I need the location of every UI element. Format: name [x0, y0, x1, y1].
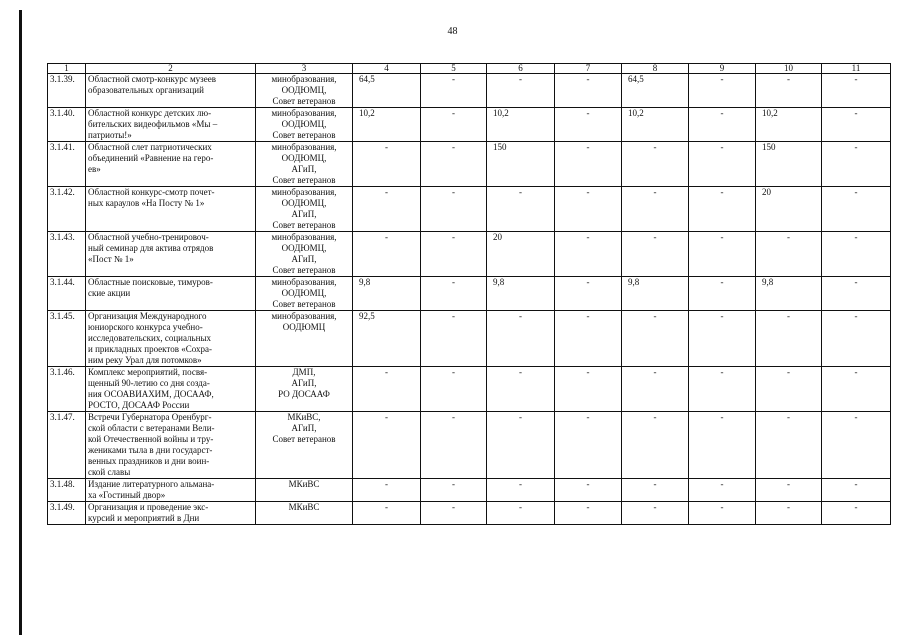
cell-line: бительских видеофильмов «Мы – [88, 119, 218, 129]
cell-line: Областной слет патриотических [88, 142, 212, 152]
value-cell: - [622, 311, 689, 367]
value-cell: - [555, 232, 622, 277]
value-cell: - [353, 479, 421, 502]
value-cell: 10,2 [487, 108, 555, 142]
value-cell: - [353, 367, 421, 412]
value-cell: - [756, 412, 822, 479]
item-number: 3.1.40. [48, 108, 86, 142]
cell-line: Организация и проведение экс- [88, 502, 209, 512]
value-cell: 64,5 [622, 74, 689, 108]
cell-line: Совет ветеранов [272, 265, 336, 275]
cell-line: Совет ветеранов [272, 96, 336, 106]
value-cell: - [689, 479, 756, 502]
value-cell: 9,8 [487, 277, 555, 311]
cell-line: ские акции [88, 288, 131, 298]
item-number: 3.1.41. [48, 142, 86, 187]
value-cell: - [555, 412, 622, 479]
left-margin-line [19, 10, 22, 635]
cell-line: Областной смотр-конкурс музеев [88, 74, 216, 84]
table-row [48, 502, 891, 525]
value-cell: - [822, 74, 891, 108]
value-cell: - [756, 232, 822, 277]
column-header: 1 [48, 64, 86, 74]
value-cell: 9,8 [622, 277, 689, 311]
column-header: 11 [822, 64, 891, 74]
value-cell: - [622, 142, 689, 187]
cell-line: ской славы [88, 467, 131, 477]
value-cell: - [822, 232, 891, 277]
value-cell: - [822, 412, 891, 479]
column-header: 6 [487, 64, 555, 74]
table-row [48, 412, 891, 479]
event-name [86, 367, 256, 412]
cell-line: минобразования, [271, 142, 337, 152]
value-cell: - [421, 232, 487, 277]
value-cell: - [689, 367, 756, 412]
item-number: 3.1.42. [48, 187, 86, 232]
responsible-organizations [256, 367, 353, 412]
cell-line: «Пост № 1» [88, 254, 134, 264]
table-row [48, 142, 891, 187]
cell-line: Совет ветеранов [272, 130, 336, 140]
cell-line: МКиВС, [287, 412, 321, 422]
cell-line: курсий и мероприятий в Дни [88, 513, 200, 523]
cell-line: Организация Международного [88, 311, 207, 321]
value-cell: - [487, 187, 555, 232]
value-cell: - [822, 108, 891, 142]
value-cell: - [822, 502, 891, 525]
value-cell: - [822, 277, 891, 311]
cell-line: Совет ветеранов [272, 175, 336, 185]
item-number: 3.1.44. [48, 277, 86, 311]
value-cell: - [487, 412, 555, 479]
column-header: 4 [353, 64, 421, 74]
value-cell: - [822, 479, 891, 502]
value-cell: - [487, 479, 555, 502]
cell-line: ООДЮМЦ, [281, 243, 327, 253]
cell-line: Встречи Губернатора Оренбург- [88, 412, 212, 422]
responsible-organizations [256, 74, 353, 108]
responsible-organizations [256, 412, 353, 479]
cell-line: МКиВС [288, 479, 320, 489]
value-cell: 150 [487, 142, 555, 187]
value-cell: 10,2 [622, 108, 689, 142]
value-cell: - [822, 142, 891, 187]
responsible-organizations [256, 108, 353, 142]
table-row [48, 232, 891, 277]
responsible-organizations [256, 502, 353, 525]
value-cell: 20 [756, 187, 822, 232]
value-cell: - [689, 311, 756, 367]
value-cell: - [421, 108, 487, 142]
cell-line: венных праздников и дни воин- [88, 456, 210, 466]
value-cell: - [555, 479, 622, 502]
cell-line: щенный 90-летию со дня созда- [88, 378, 210, 388]
cell-line: Областной конкурс детских лю- [88, 108, 212, 118]
event-name [86, 412, 256, 479]
value-cell: - [756, 311, 822, 367]
value-cell: 150 [756, 142, 822, 187]
cell-line: Областной конкурс-смотр почет- [88, 187, 215, 197]
value-cell: - [421, 479, 487, 502]
value-cell: - [555, 142, 622, 187]
value-cell: - [689, 142, 756, 187]
value-cell: - [756, 502, 822, 525]
cell-line: патриоты!» [88, 130, 132, 140]
cell-line: юниорского конкурса учебно- [88, 322, 203, 332]
item-number: 3.1.39. [48, 74, 86, 108]
value-cell: - [353, 232, 421, 277]
value-cell: - [756, 367, 822, 412]
responsible-organizations [256, 277, 353, 311]
event-name [86, 187, 256, 232]
value-cell: - [822, 187, 891, 232]
cell-line: ДМП, [292, 367, 316, 377]
cell-line: ный семинар для актива отрядов [88, 243, 214, 253]
value-cell: - [353, 502, 421, 525]
value-cell: - [555, 74, 622, 108]
cell-line: ООДЮМЦ, [281, 288, 327, 298]
value-cell: - [689, 108, 756, 142]
event-name [86, 74, 256, 108]
item-number: 3.1.47. [48, 412, 86, 479]
column-header: 7 [555, 64, 622, 74]
value-cell: - [487, 74, 555, 108]
cell-line: ев» [88, 164, 101, 174]
value-cell: - [555, 367, 622, 412]
cell-line: ООДЮМЦ [282, 322, 326, 332]
budget-table [47, 63, 891, 525]
value-cell: - [555, 311, 622, 367]
value-cell: - [622, 367, 689, 412]
value-cell: - [622, 502, 689, 525]
cell-line: минобразования, [271, 232, 337, 242]
value-cell: - [421, 412, 487, 479]
cell-line: ха «Гостиный двор» [88, 490, 166, 500]
cell-line: минобразования, [271, 74, 337, 84]
value-cell: 9,8 [353, 277, 421, 311]
value-cell: - [353, 142, 421, 187]
item-number: 3.1.48. [48, 479, 86, 502]
cell-line: минобразования, [271, 108, 337, 118]
value-cell: - [487, 311, 555, 367]
value-cell: - [622, 479, 689, 502]
value-cell: - [689, 232, 756, 277]
value-cell: 10,2 [353, 108, 421, 142]
value-cell: - [689, 187, 756, 232]
table-row [48, 74, 891, 108]
value-cell: - [353, 187, 421, 232]
cell-line: жениками тыла в дни государст- [88, 445, 213, 455]
event-name [86, 479, 256, 502]
value-cell: - [689, 502, 756, 525]
cell-line: минобразования, [271, 277, 337, 287]
event-name [86, 311, 256, 367]
value-cell: - [421, 502, 487, 525]
value-cell: - [622, 187, 689, 232]
cell-line: объединений «Равнение на геро- [88, 153, 214, 163]
item-number: 3.1.45. [48, 311, 86, 367]
responsible-organizations [256, 187, 353, 232]
cell-line: Совет ветеранов [272, 434, 336, 444]
cell-line: Областной учебно-тренировоч- [88, 232, 209, 242]
cell-line: ООДЮМЦ, [281, 119, 327, 129]
cell-line: минобразования, [271, 187, 337, 197]
column-header: 8 [622, 64, 689, 74]
value-cell: - [689, 412, 756, 479]
value-cell: - [421, 187, 487, 232]
responsible-organizations [256, 232, 353, 277]
cell-line: ООДЮМЦ, [281, 153, 327, 163]
cell-line: АГиП, [291, 423, 317, 433]
value-cell: - [421, 74, 487, 108]
value-cell: - [822, 367, 891, 412]
column-header: 5 [421, 64, 487, 74]
value-cell: - [756, 479, 822, 502]
value-cell: - [555, 108, 622, 142]
cell-line: РО ДОСААФ [278, 389, 330, 399]
value-cell: - [822, 311, 891, 367]
value-cell: - [555, 187, 622, 232]
value-cell: - [689, 74, 756, 108]
table-row [48, 311, 891, 367]
cell-line: образовательных организаций [88, 85, 204, 95]
cell-line: Областные поисковые, тимуров- [88, 277, 213, 287]
cell-line: минобразования, [271, 311, 337, 321]
cell-line: ООДЮМЦ, [281, 85, 327, 95]
value-cell: - [421, 277, 487, 311]
responsible-organizations [256, 311, 353, 367]
cell-line: ния ОСОАВИАХИМ, ДОСААФ, [88, 389, 214, 399]
value-cell: - [487, 502, 555, 525]
value-cell: 64,5 [353, 74, 421, 108]
value-cell: - [689, 277, 756, 311]
value-cell: - [622, 232, 689, 277]
value-cell: - [487, 367, 555, 412]
cell-line: АГиП, [291, 254, 317, 264]
column-header: 2 [86, 64, 256, 74]
responsible-organizations [256, 479, 353, 502]
cell-line: Совет ветеранов [272, 299, 336, 309]
event-name [86, 232, 256, 277]
cell-line: ных караулов «На Посту № 1» [88, 198, 205, 208]
value-cell: - [421, 142, 487, 187]
event-name [86, 142, 256, 187]
column-header: 9 [689, 64, 756, 74]
cell-line: АГиП, [291, 378, 317, 388]
cell-line: АГиП, [291, 164, 317, 174]
cell-line: АГиП, [291, 209, 317, 219]
header-row [48, 64, 891, 74]
cell-line: ним реку Урал для потомков» [88, 355, 202, 365]
item-number: 3.1.49. [48, 502, 86, 525]
cell-line: и прикладных проектов «Сохра- [88, 344, 213, 354]
cell-line: кой Отечественной войны и тру- [88, 434, 214, 444]
cell-line: ской области с ветеранами Вели- [88, 423, 215, 433]
value-cell: - [421, 311, 487, 367]
item-number: 3.1.46. [48, 367, 86, 412]
value-cell: - [555, 502, 622, 525]
table-row [48, 187, 891, 232]
item-number: 3.1.43. [48, 232, 86, 277]
table-row [48, 367, 891, 412]
value-cell: 20 [487, 232, 555, 277]
cell-line: МКиВС [288, 502, 320, 512]
cell-line: Издание литературного альмана- [88, 479, 215, 489]
value-cell: - [555, 277, 622, 311]
page-number: 48 [447, 26, 458, 37]
value-cell: - [421, 367, 487, 412]
table-row [48, 479, 891, 502]
column-header: 3 [256, 64, 353, 74]
event-name [86, 108, 256, 142]
value-cell: - [622, 412, 689, 479]
value-cell: - [353, 412, 421, 479]
value-cell: 10,2 [756, 108, 822, 142]
value-cell: 9,8 [756, 277, 822, 311]
event-name [86, 502, 256, 525]
responsible-organizations [256, 142, 353, 187]
table-row [48, 108, 891, 142]
event-name [86, 277, 256, 311]
column-header: 10 [756, 64, 822, 74]
value-cell: - [756, 74, 822, 108]
cell-line: ООДЮМЦ, [281, 198, 327, 208]
table-row [48, 277, 891, 311]
cell-line: исследовательских, социальных [88, 333, 212, 343]
cell-line: Комплекс мероприятий, посвя- [88, 367, 208, 377]
value-cell: 92,5 [353, 311, 421, 367]
cell-line: РОСТО, ДОСААФ России [88, 400, 190, 410]
cell-line: Совет ветеранов [272, 220, 336, 230]
